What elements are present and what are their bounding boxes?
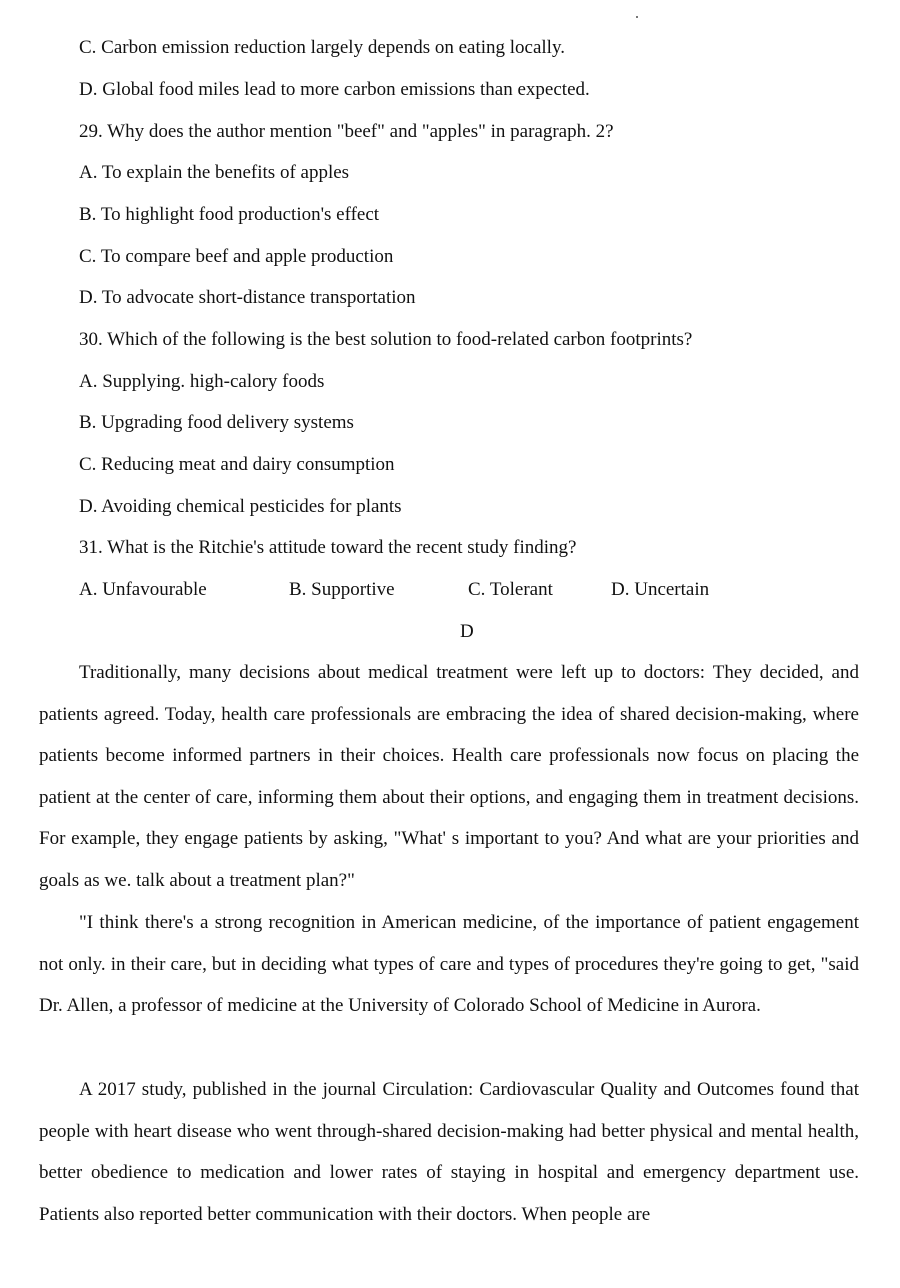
q31-option-b: B. Supportive bbox=[289, 579, 395, 600]
section-heading: D bbox=[460, 621, 474, 642]
q28-option-d: D. Global food miles lead to more carbon emissions than expected. bbox=[79, 79, 590, 100]
q29-option-a: A. To explain the benefits of apples bbox=[79, 162, 350, 183]
q31-options bbox=[0, 579, 900, 603]
question-29: 29. Why does the author mention "beef" and "apples" in paragraph. 2? bbox=[79, 121, 614, 142]
q29-option-c: C. To compare beef and apple production bbox=[79, 246, 394, 267]
q30-option-c: C. Reducing meat and dairy consumption bbox=[79, 454, 395, 475]
paragraph-1: Traditionally, many decisions about medical treatment were left up to doctors: They decided, and patients agreed. Today, health care professionals are embracing the idea of shared decision-making, where patients become informed partners in their choices. Health care professionals now focus on placing the patient at the center of care, informing them about their options, and engaging them in treatment decisions. For example, they engage patients by asking, "What' s important to you? And what are your priorities and goals as we. talk about a treatment plan?" bbox=[39, 662, 859, 891]
q31-option-d: D. Uncertain bbox=[611, 579, 710, 600]
question-30: 30. Which of the following is the best solution to food-related carbon footprints? bbox=[79, 329, 693, 350]
scan-dot bbox=[636, 16, 638, 18]
q30-option-b: B. Upgrading food delivery systems bbox=[79, 412, 354, 433]
q30-option-a: A. Supplying. high-calory foods bbox=[79, 371, 325, 392]
q29-option-d: D. To advocate short-distance transportation bbox=[79, 287, 416, 308]
paragraph-3: A 2017 study, published in the journal Circulation: Cardiovascular Quality and Outcomes found that people with heart disease who went through-shared decision-making had better physical and mental health, better obedience to medication and lower rates of staying in hospital and emergency department use. Patients also reported better communication with their doctors. When people are bbox=[39, 1079, 859, 1225]
paragraph-2: "I think there's a strong recognition in American medicine, of the importance of patient engagement not only. in their care, but in deciding what types of care and types of procedures they're going to get, "said Dr. Allen, a professor of medicine at the University of Colorado School of Medicine in Aurora. bbox=[39, 912, 859, 1017]
q31-option-c: C. Tolerant bbox=[468, 579, 553, 600]
q28-option-c: C. Carbon emission reduction largely depends on eating locally. bbox=[79, 37, 565, 58]
q30-option-d: D. Avoiding chemical pesticides for plants bbox=[79, 496, 402, 517]
q31-option-a: A. Unfavourable bbox=[79, 579, 207, 600]
q29-option-b: B. To highlight food production's effect bbox=[79, 204, 380, 225]
question-31: 31. What is the Ritchie's attitude toward the recent study finding? bbox=[79, 537, 577, 558]
